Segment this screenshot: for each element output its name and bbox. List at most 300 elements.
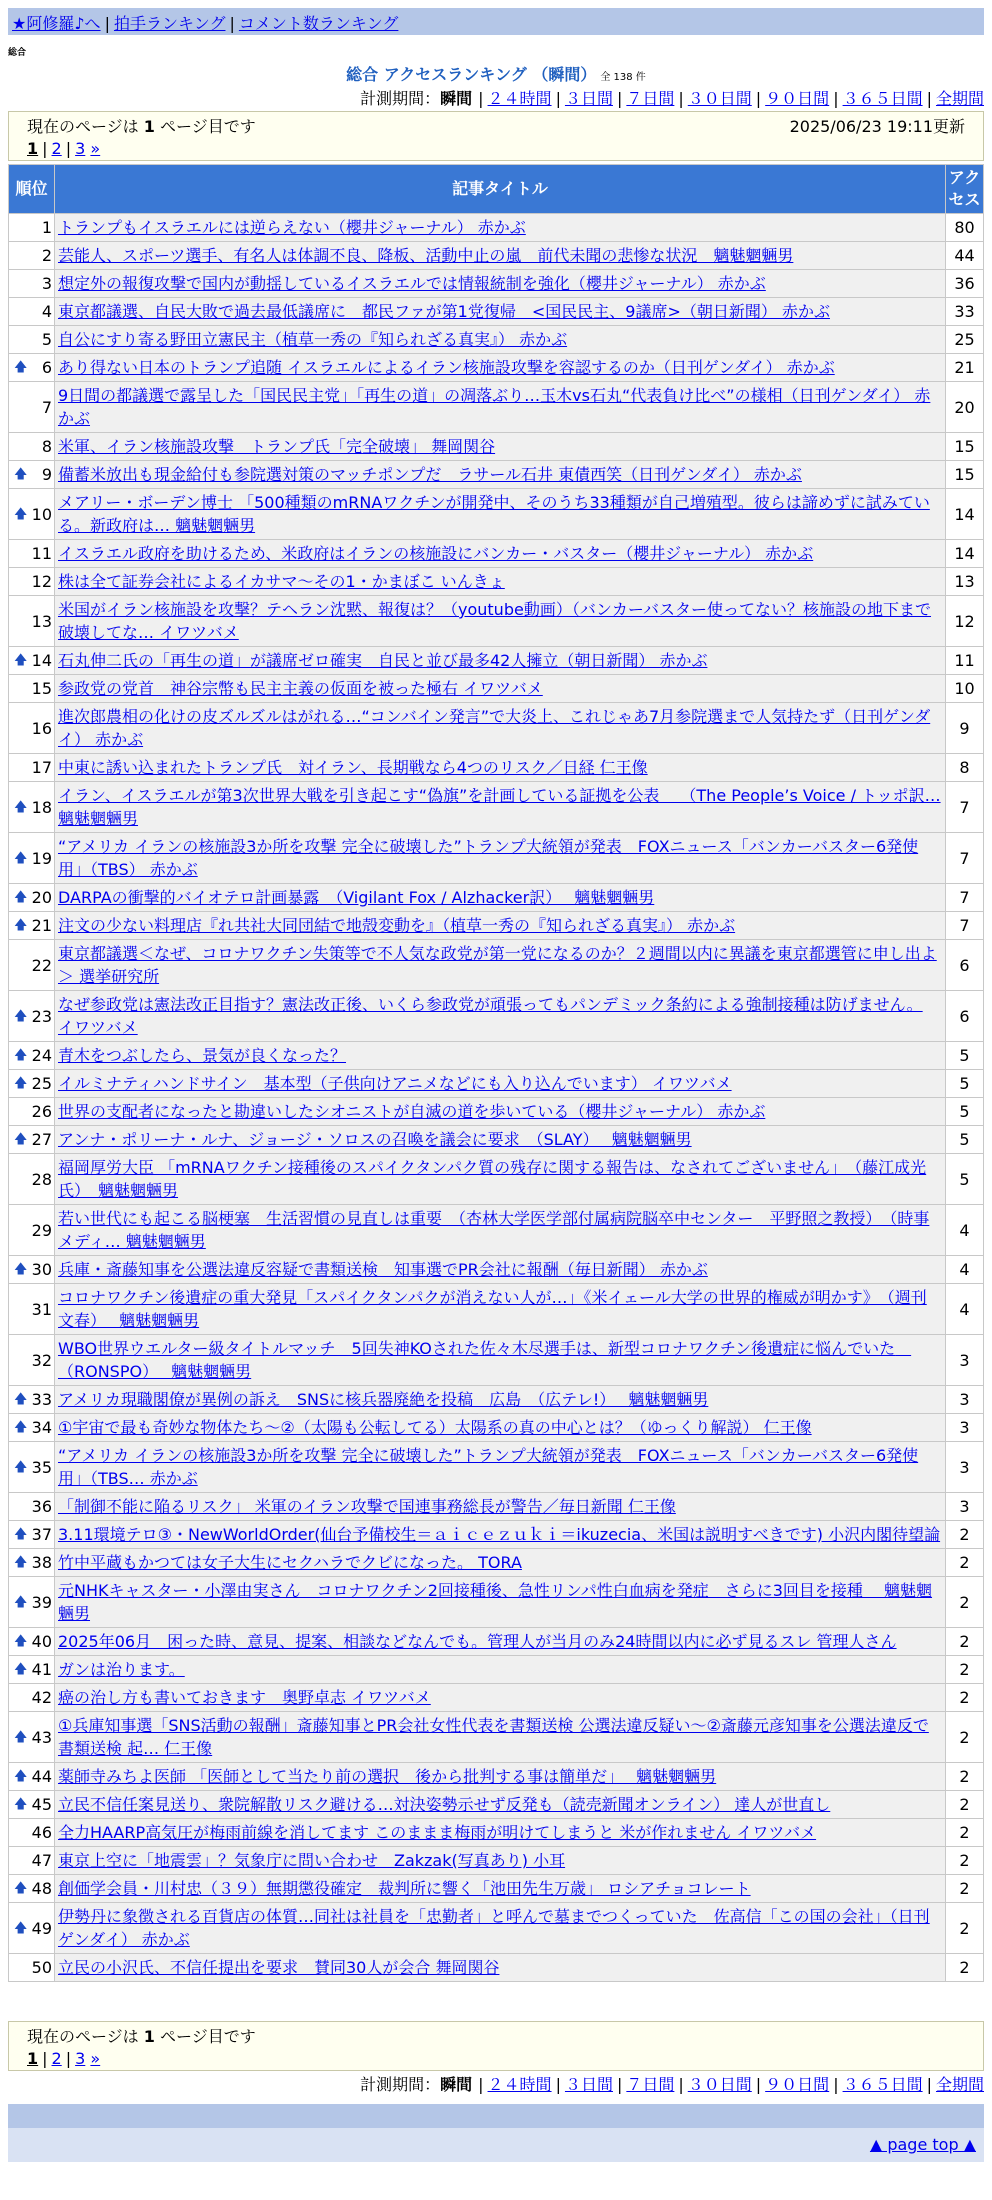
article-link[interactable]: コロナワクチン後遺症の重大発見「スパイクタンパクが消えない人が…」《米イェール大学の世界的権威が明かす》 （週刊文春） 魑魅魍魎男 [58,1288,927,1330]
article-link[interactable]: なぜ参政党は憲法改正目指す？憲法改正後、いくら参政党が頑張ってもパンデミック条約による強制接種は防げません。 イワツバメ [58,995,923,1037]
period-option-6[interactable]: 全期間 [935,89,984,108]
access-count: 7 [946,833,984,884]
rank-cell [9,1712,55,1763]
rank-cell [9,1070,55,1098]
footer-bar [8,2104,984,2162]
title-cell [55,326,946,354]
rank-number: 37 [31,1525,52,1544]
title-cell [55,1791,946,1819]
article-link[interactable]: ガンは治ります。 [58,1660,185,1679]
access-count: 3 [946,1414,984,1442]
rank-cell [9,912,55,940]
period-separator: | [478,89,484,108]
article-link[interactable]: 株は全て証券会社によるイカサマ〜その1・かまぼこ いんきょ [58,572,505,591]
period-separator: | [833,2075,839,2094]
table-row [9,1205,984,1256]
table-row [9,1577,984,1628]
table-row [9,1126,984,1154]
access-count: 4 [946,1256,984,1284]
period-separator: | [678,89,684,108]
arrow-up-icon: 🡅 [14,467,28,482]
article-link[interactable]: 創価学会員・川村忠（３９）無期懲役確定 裁判所に響く「池田先生万歳」 ロシアチョコレート [58,1879,751,1898]
article-link[interactable]: 兵庫・斎藤知事を公選法違反容疑で書類送検 知事選でPR会社に報酬（毎日新聞） 赤かぶ [58,1260,708,1279]
access-count: 15 [946,461,984,489]
article-link[interactable]: メアリー・ボーデン博士 「500種類のmRNAワクチンが開発中、そのうち33種類が自己増殖型。彼らは諦めずに試みている。新政府は… 魑魅魍魎男 [58,493,930,535]
rank-cell [9,703,55,754]
rank-number: 24 [31,1046,52,1065]
access-count: 7 [946,912,984,940]
table-row [9,298,984,326]
rank-number: 19 [31,848,52,868]
title-cell [55,354,946,382]
access-count: 5 [946,1042,984,1070]
rank-number: 5 [41,330,52,349]
table-row [9,1154,984,1205]
arrow-up-icon: 🡅 [14,1048,28,1063]
access-count: 44 [946,242,984,270]
period-separator: | [555,2075,561,2094]
pager-separator: | [42,2049,48,2068]
rank-number: 15 [31,679,52,698]
title-cell [55,1042,946,1070]
article-link[interactable]: WBO世界ウエルター級タイトルマッチ 5回失神KOされた佐々木尽選手は、新型コロナワクチン後遺症に悩んでいた （RONSPO） 魑魅魍魎男 [58,1339,912,1381]
rank-cell [9,1521,55,1549]
title-cell [55,703,946,754]
table-row [9,596,984,647]
article-link[interactable]: 薬師寺みちよ医師 「医師として当たり前の選択 後から批判する事は簡単だ」 魑魅魍魎男 [58,1767,717,1786]
access-count: 36 [946,270,984,298]
title-cell [55,1847,946,1875]
rank-number: 3 [41,274,52,293]
article-link[interactable]: 参政党の党首 神谷宗幣も民主主義の仮面を被った極右 イワツバメ [58,679,543,698]
article-link[interactable]: “アメリカ イランの核施設3か所を攻撃 完全に破壊した”トランプ大統領が発表 FOXニュース「バンカーバスター6発使用」（TBS） 赤かぶ [58,837,919,879]
period-option-2[interactable]: ７日間 [626,2075,675,2094]
table-row [9,1042,984,1070]
rank-cell [9,1386,55,1414]
table-row [9,1414,984,1442]
article-link[interactable]: “アメリカ イランの核施設3か所を攻撃 完全に破壊した”トランプ大統領が発表 FOXニュース「バンカーバスター6発使用」（TBS… 赤かぶ [58,1446,919,1488]
title-cell [55,940,946,991]
rank-number: 40 [31,1632,52,1651]
access-count: 2 [946,1875,984,1903]
article-link[interactable]: 進次郎農相の化けの皮ズルズルはがれる…“コンバイン発言”で大炎上、これじゃあ7月参院選まで人気持たず（日刊ゲンダイ） 赤かぶ [58,707,931,749]
table-row [9,1098,984,1126]
access-count: 2 [946,1791,984,1819]
rank-number: 47 [31,1851,52,1870]
access-column-header: アクセス [946,165,984,214]
table-row [9,1712,984,1763]
access-count: 7 [946,782,984,833]
article-link[interactable]: 9日間の都議選で露呈した「国民民主党」「再生の道」の凋落ぶり…玉木vs石丸“代表負け比べ”の様相（日刊ゲンダイ） 赤かぶ [58,386,931,428]
arrow-up-icon: 🡅 [14,1262,28,1277]
table-row [9,754,984,782]
article-link[interactable]: 米軍、イラン核施設攻撃 トランプ氏「完全破壊」 舞岡関谷 [58,437,496,456]
current-page-text: 現在のページは 1 ページ目です [27,117,256,136]
arrow-up-icon: 🡅 [14,1527,28,1542]
table-row [9,540,984,568]
rank-cell [9,1335,55,1386]
rank-number: 32 [31,1350,52,1370]
period-label: 計測期間： [360,89,441,108]
rank-cell [9,326,55,354]
table-row [9,1954,984,1982]
table-row [9,1903,984,1954]
table-row [9,1763,984,1791]
rank-number: 36 [31,1497,52,1516]
access-count: 11 [946,647,984,675]
arrow-up-icon: 🡅 [14,890,28,905]
title-cell [55,1763,946,1791]
table-row [9,1847,984,1875]
pager-top [27,139,965,158]
pager-page-link[interactable]: 3 [75,139,86,158]
period-separator: | [833,89,839,108]
article-link[interactable]: 「制御不能に陥るリスク」 米軍のイラン攻撃で国連事務総長が警告／毎日新聞 仁王像 [58,1497,676,1516]
access-count: 2 [946,1763,984,1791]
access-count: 2 [946,1954,984,1982]
updated-timestamp: 2025/06/23 19:11更新 [789,117,965,136]
title-cell [55,912,946,940]
pager-separator: | [65,139,72,158]
period-option-3[interactable]: ３０日間 [687,89,752,108]
home-link[interactable]: ★阿修羅♪へ [12,14,101,33]
title-cell [55,1875,946,1903]
title-cell [55,1903,946,1954]
article-link[interactable]: 東京上空に「地震雲」？気象庁に問い合わせ Zakzak(写真あり) 小耳 [58,1851,566,1870]
rank-number: 42 [31,1688,52,1707]
table-row [9,382,984,433]
rank-cell [9,991,55,1042]
table-row [9,1442,984,1493]
table-row [9,1521,984,1549]
article-link[interactable]: 備蓄米放出も現金給付も参院選対策のマッチポンプだ ラサール石井 東債西笑（日刊ゲンダイ） 赤かぶ [58,465,802,484]
arrow-up-icon: 🡅 [14,1392,28,1407]
title-cell [55,433,946,461]
access-count: 3 [946,1442,984,1493]
ranking-table-body [9,214,984,1982]
access-count: 13 [946,568,984,596]
rank-number: 45 [31,1795,52,1814]
pager-page-link[interactable]: 3 [75,2049,86,2068]
table-row [9,675,984,703]
rank-cell [9,833,55,884]
title-column-header: 記事タイトル [55,165,946,214]
arrow-up-icon: 🡅 [14,799,28,815]
article-link[interactable]: トランプもイスラエルには逆らえない（櫻井ジャーナル） 赤かぶ [58,218,526,237]
table-row [9,703,984,754]
title-cell [55,675,946,703]
period-option-1[interactable]: ３日間 [564,2075,613,2094]
arrow-up-icon: 🡅 [14,1594,28,1610]
rank-number: 23 [31,1006,52,1026]
pager-next-link[interactable]: » [90,139,101,158]
access-count: 5 [946,1098,984,1126]
page-top-link[interactable]: ▲ page top ▲ [869,2135,976,2154]
arrow-up-icon: 🡅 [14,1920,28,1936]
rank-number: 43 [31,1727,52,1747]
period-option-1[interactable]: ３日間 [564,89,613,108]
access-count: 10 [946,675,984,703]
rank-number: 18 [31,797,52,817]
rank-cell [9,1684,55,1712]
title-cell [55,1656,946,1684]
period-option-4[interactable]: ９０日間 [765,89,830,108]
pager-current-page: 1 [27,139,39,158]
period-option-2[interactable]: ７日間 [626,89,675,108]
access-count: 2 [946,1847,984,1875]
access-count: 4 [946,1205,984,1256]
access-count: 9 [946,703,984,754]
table-row [9,433,984,461]
footer-inner [8,2128,984,2162]
period-option-4[interactable]: ９０日間 [765,2075,830,2094]
article-link[interactable]: 癌の治し方も書いておきます 奥野卓志 イワツバメ [58,1688,431,1707]
table-row [9,647,984,675]
article-link[interactable]: 芸能人、スポーツ選手、有名人は体調不良、降板、活動中止の嵐 前代未聞の悲惨な状況 魑魅魍魎男 [58,246,794,265]
article-link[interactable]: 中東に誘い込まれたトランプ氏 対イラン、長期戦なら4つのリスク／日経 仁王像 [58,758,648,777]
category-label: 総合 [8,48,27,58]
pager-page-link[interactable]: 2 [51,139,62,158]
table-row [9,1819,984,1847]
period-separator: | [926,89,932,108]
article-link[interactable]: 竹中平蔵もかつては女子大生にセクハラでクビになった。 TORA [58,1553,522,1572]
period-option-0[interactable]: ２４時間 [487,89,552,108]
rank-cell [9,1819,55,1847]
rank-cell [9,1154,55,1205]
access-count: 2 [946,1684,984,1712]
article-link[interactable]: ①兵庫知事選「SNS活動の報酬」斎藤知事とPR会社女性代表を書類送検 公選法違反疑い〜②斎藤元彦知事を公選法違反で書類送検 起… 仁王像 [58,1716,929,1758]
article-link[interactable]: 自公にすり寄る野田立憲民主（植草一秀の『知られざる真実』） 赤かぶ [58,330,568,349]
period-option-5[interactable]: ３６５日間 [842,89,923,108]
article-link[interactable]: 青木をつぶしたら、景気が良くなった？ [58,1046,347,1065]
table-row [9,461,984,489]
table-row [9,1549,984,1577]
title-cell [55,1284,946,1335]
title-cell [55,1205,946,1256]
rank-cell [9,596,55,647]
title-cell [55,1335,946,1386]
arrow-up-icon: 🡅 [14,1076,28,1091]
period-label: 計測期間： [360,2075,441,2094]
rank-number: 33 [31,1390,52,1409]
title-cell [55,884,946,912]
rank-number: 13 [31,611,52,631]
period-separator: | [755,89,762,108]
rank-cell [9,540,55,568]
article-link[interactable]: 伊勢丹に象徴される百貨店の体質…同社は社員を「忠勤者」と呼んで墓までつくっていた 佐高信「この国の会社」（日刊ゲンダイ） 赤かぶ [58,1907,930,1949]
article-link[interactable]: 福岡厚労大臣 「mRNAワクチン接種後のスパイクタンパク質の残存に関する報告は、なされてございません」 （藤江成光氏） 魑魅魍魎男 [58,1158,927,1200]
article-link[interactable]: イルミナティハンドサイン 基本型（子供向けアニメなどにも入り込んでいます） イワツバメ [58,1074,732,1093]
rank-cell [9,433,55,461]
article-link[interactable]: 2025年06月 困った時、意見、提案、相談などなんでも。管理人が当月のみ24時間以内に必ず見るスレ 管理人さん [58,1632,897,1651]
rank-cell [9,940,55,991]
nav-separator: | [104,14,110,33]
rank-cell [9,1284,55,1335]
rank-number: 27 [31,1130,52,1149]
table-row [9,568,984,596]
ranking-title: 総合 アクセスランキング （瞬間） [346,65,597,84]
table-row [9,1493,984,1521]
table-row [9,242,984,270]
article-link[interactable]: 石丸伸二氏の「再生の道」が議席ゼロ確実 自民と並び最多42人擁立（朝日新聞） 赤かぶ [58,651,708,670]
article-link[interactable]: イラン、イスラエルが第3次世界大戦を引き起こす“偽旗”を計画している証拠を公表 （The People’s Voice / トッポ訳… 魑魅魍魎男 [58,786,941,828]
access-count: 3 [946,1335,984,1386]
title-cell [55,1256,946,1284]
access-count: 80 [946,214,984,242]
article-link[interactable]: 3.11環境テロ③・NewWorldOrder(仙台予備校生＝ａｉｃｅｚｕｋｉ＝ikuzecia、米国は説明すべきです) 小沢内閣待望論 [58,1525,941,1544]
period-option-5[interactable]: ３６５日間 [842,2075,923,2094]
rank-number: 8 [41,437,52,456]
title-cell [55,540,946,568]
arrow-up-icon: 🡅 [14,1008,28,1024]
access-count: 5 [946,1126,984,1154]
access-count: 6 [946,991,984,1042]
title-cell [55,270,946,298]
arrow-up-icon: 🡅 [14,653,28,668]
access-count: 7 [946,884,984,912]
title-cell [55,1098,946,1126]
rank-number: 26 [31,1102,52,1121]
table-row [9,940,984,991]
article-link[interactable]: ①宇宙で最も奇妙な物体たち〜②（太陽も公転してる）太陽系の真の中心とは？（ゆっくり解説） 仁王像 [58,1418,812,1437]
table-row [9,1386,984,1414]
title-cell [55,1954,946,1982]
rank-cell [9,354,55,382]
nav-separator: | [229,14,235,33]
article-link[interactable]: アメリカ現職閣僚が異例の訴え SNSに核兵器廃絶を投稿 広島 （広テレ!） 魑魅魍魎男 [58,1390,709,1409]
pager-page-link[interactable]: 2 [51,2049,62,2068]
period-option-0[interactable]: ２４時間 [487,2075,552,2094]
rank-cell [9,1903,55,1954]
title-cell [55,833,946,884]
rank-number: 41 [31,1660,52,1679]
rank-number: 39 [31,1592,52,1612]
rank-cell [9,1098,55,1126]
table-row [9,991,984,1042]
rank-number: 44 [31,1767,52,1786]
rank-cell [9,382,55,433]
article-link[interactable]: DARPAの衝撃的バイオテロ計画暴露 （Vigilant Fox / Alzhacker訳） 魑魅魍魎男 [58,888,655,907]
rank-cell [9,1205,55,1256]
access-count: 3 [946,1493,984,1521]
title-cell [55,1521,946,1549]
access-count: 3 [946,1386,984,1414]
title-cell [55,298,946,326]
article-link[interactable]: 米国がイラン核施設を攻撃？テヘラン沈黙、報復は？（youtube動画）（バンカーバスター使ってない？核施設の地下まで破壊してな… イワツバメ [58,600,932,642]
access-count: 15 [946,433,984,461]
rank-number: 17 [31,758,52,777]
table-row [9,782,984,833]
access-count: 14 [946,540,984,568]
table-row [9,1656,984,1684]
rank-number: 14 [31,651,52,670]
title-cell [55,1577,946,1628]
pager-next-link[interactable]: » [90,2049,101,2068]
access-count: 2 [946,1819,984,1847]
rank-cell [9,1442,55,1493]
article-link[interactable]: 想定外の報復攻撃で国内が動揺しているイスラエルでは情報統制を強化（櫻井ジャーナル） 赤かぶ [58,274,766,293]
article-link[interactable]: 世界の支配者になったと勘違いしたシオニストが自滅の道を歩いている（櫻井ジャーナル） 赤かぶ [58,1102,766,1121]
article-link[interactable]: 東京都議選、自民大敗で過去最低議席に 都民ファが第1党復帰 <国民民主、9議席>（朝日新聞） 赤かぶ [58,302,830,321]
title-cell [55,1414,946,1442]
title-cell [55,568,946,596]
rank-number: 1 [41,218,52,237]
article-link[interactable]: 全力HAARP高気圧が梅雨前線を消してます このままま梅雨が明けてしまうと 米が作れません イワツバメ [58,1823,817,1842]
table-row [9,270,984,298]
comment-ranking-link[interactable]: コメント数ランキング [238,14,399,33]
title-cell [55,596,946,647]
article-link[interactable]: 立民の小沢氏、不信任提出を要求 賛同30人が会合 舞岡関谷 [58,1958,500,1977]
arrow-up-icon: 🡅 [14,1662,28,1677]
table-row [9,1284,984,1335]
rank-number: 22 [31,955,52,975]
clap-ranking-link[interactable]: 拍手ランキング [113,14,226,33]
access-count: 33 [946,298,984,326]
rank-number: 35 [31,1457,52,1477]
rank-cell [9,647,55,675]
rank-column-header: 順位 [9,165,55,214]
table-header-row [9,165,984,214]
title-cell [55,1126,946,1154]
rank-number: 29 [31,1220,52,1240]
access-count: 14 [946,489,984,540]
access-count: 5 [946,1070,984,1098]
info-box-bottom [8,2021,984,2071]
rank-number: 7 [41,397,52,417]
rank-cell [9,782,55,833]
article-link[interactable]: あり得ない日本のトランプ追随 イスラエルによるイラン核施設攻撃を容認するのか（日刊ゲンダイ） 赤かぶ [58,358,835,377]
article-link[interactable]: アンナ・ポリーナ・ルナ、ジョージ・ソロスの召喚を議会に要求 （SLAY） 魑魅魍魎男 [58,1130,692,1149]
table-row [9,1628,984,1656]
access-count: 5 [946,1154,984,1205]
rank-cell [9,1042,55,1070]
arrow-up-icon: 🡅 [14,918,28,933]
total-count: 全 138 件 [600,72,646,83]
arrow-up-icon: 🡅 [14,360,28,375]
rank-cell [9,461,55,489]
rank-number: 20 [31,888,52,907]
title-cell [55,242,946,270]
article-link[interactable]: 立民不信任案見送り、衆院解散リスク避ける…対決姿勢示せず反発も（読売新聞オンライン） 達人が世直し [58,1795,831,1814]
rank-number: 6 [41,358,52,377]
period-option-6[interactable]: 全期間 [935,2075,984,2094]
period-separator: | [555,89,561,108]
rank-cell [9,1256,55,1284]
rank-number: 31 [31,1299,52,1319]
article-link[interactable]: イスラエル政府を助けるため、米政府はイランの核施設にバンカー・バスター（櫻井ジャーナル） 赤かぶ [58,544,814,563]
title-cell [55,754,946,782]
article-link[interactable]: 元NHKキャスター・小澤由実さん コロナワクチン2回接種後、急性リンパ性白血病を発症 さらに3回目を接種 魑魅魍魎男 [58,1581,933,1623]
ranking-table [8,164,984,1982]
title-cell [55,1684,946,1712]
title-cell [55,1070,946,1098]
title-cell [55,1819,946,1847]
article-link[interactable]: 注文の少ない料理店『れ共社大同団結で地殻変動を』（植草一秀の『知られざる真実』） 赤かぶ [58,916,736,935]
arrow-up-icon: 🡅 [14,1459,28,1475]
period-option-3[interactable]: ３０日間 [687,2075,752,2094]
info-box-top [8,111,984,161]
rank-number: 16 [31,718,52,738]
arrow-up-icon: 🡅 [14,1797,28,1812]
table-row [9,1335,984,1386]
article-link[interactable]: 東京都議選＜なぜ、コロナワクチン失策等で不人気な政党が第一党になるのか？２週間以内に異議を東京都選管に申し出よ＞ 選挙研究所 [58,944,937,986]
period-current: 瞬間 [440,2075,473,2094]
table-row [9,214,984,242]
table-row [9,1256,984,1284]
page-title [8,62,984,85]
article-link[interactable]: 若い世代にも起こる脳梗塞 生活習慣の見直しは重要 （杏林大学医学部付属病院脳卒中センター 平野照之教授） （時事メディ… 魑魅魍魎男 [58,1209,930,1251]
title-cell [55,1628,946,1656]
